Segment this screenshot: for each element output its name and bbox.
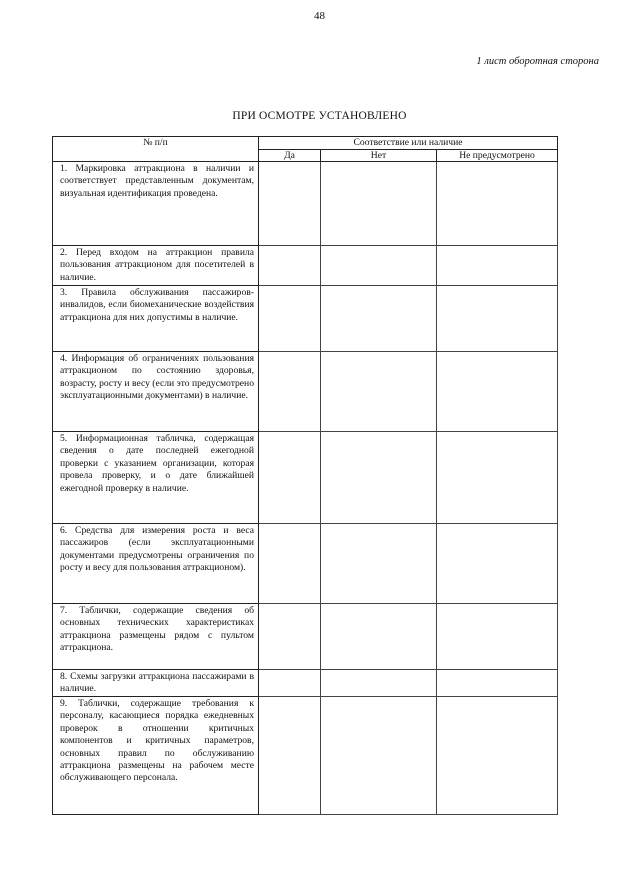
row-7-no-cell[interactable] — [321, 604, 437, 670]
row-6-not-provided-cell[interactable] — [437, 524, 558, 604]
row-5-text: 5. Информационная табличка, содержащая сведения о дате последней ежегодной проверки с указанием организации, которая провела проверку, и о дате ближайшей ежегодной проверку в наличие. — [53, 432, 259, 524]
row-7-yes-cell[interactable] — [259, 604, 321, 670]
table-row — [53, 432, 558, 524]
row-6-no-cell[interactable] — [321, 524, 437, 604]
row-2-yes-cell[interactable] — [259, 246, 321, 286]
row-9-no-cell[interactable] — [321, 697, 437, 815]
row-5-no-cell[interactable] — [321, 432, 437, 524]
sheet-label: 1 лист оборотная сторона — [476, 56, 599, 67]
row-7-text: 7. Таблички, содержащие сведения об основных технических характеристиках аттракциона размещены рядом с пультом аттракциона. — [53, 604, 259, 670]
table-row — [53, 670, 558, 697]
row-5-not-provided-cell[interactable] — [437, 432, 558, 524]
row-4-no-cell[interactable] — [321, 352, 437, 432]
table-row — [53, 524, 558, 604]
row-2-not-provided-cell[interactable] — [437, 246, 558, 286]
row-9-yes-cell[interactable] — [259, 697, 321, 815]
row-4-text: 4. Информация об ограничениях пользования аттракционом по состоянию здоровья, возрасту, росту и весу (если это предусмотрено эксплуатационными документами) в наличие. — [53, 352, 259, 432]
table-row — [53, 246, 558, 286]
table-row — [53, 162, 558, 246]
table-row — [53, 604, 558, 670]
table-row — [53, 352, 558, 432]
page-number: 48 — [314, 10, 325, 22]
row-4-not-provided-cell[interactable] — [437, 352, 558, 432]
header-item-number: № п/п — [53, 137, 259, 162]
row-1-no-cell[interactable] — [321, 162, 437, 246]
document-title: ПРИ ОСМОТРЕ УСТАНОВЛЕНО — [232, 110, 407, 122]
row-9-not-provided-cell[interactable] — [437, 697, 558, 815]
row-5-yes-cell[interactable] — [259, 432, 321, 524]
row-2-no-cell[interactable] — [321, 246, 437, 286]
row-8-no-cell[interactable] — [321, 670, 437, 697]
table-row — [53, 697, 558, 815]
inspection-table — [52, 136, 558, 815]
row-7-not-provided-cell[interactable] — [437, 604, 558, 670]
row-8-not-provided-cell[interactable] — [437, 670, 558, 697]
header-no: Нет — [321, 150, 437, 162]
header-yes: Да — [259, 150, 321, 162]
row-9-text: 9. Таблички, содержащие требования к персоналу, касающиеся порядка ежедневных проверок в отношении критичных компонентов и критичных параметров, основных правил по обслуживанию аттракциона размещены на рабочем месте обслуживающего персонала. — [53, 697, 259, 815]
row-8-yes-cell[interactable] — [259, 670, 321, 697]
header-compliance: Соответствие или наличие — [259, 137, 558, 150]
row-3-yes-cell[interactable] — [259, 286, 321, 352]
row-1-not-provided-cell[interactable] — [437, 162, 558, 246]
row-6-text: 6. Средства для измерения роста и веса пассажиров (если эксплуатационными документами предусмотрены ограничения по росту и весу для пользования аттракционом). — [53, 524, 259, 604]
row-1-yes-cell[interactable] — [259, 162, 321, 246]
row-3-text: 3. Правила обслуживания пассажиров-инвалидов, если биомеханические воздействия аттракциона для них допустимы в наличие. — [53, 286, 259, 352]
row-8-text: 8. Схемы загрузки аттракциона пассажирами в наличие. — [53, 670, 259, 697]
row-2-text: 2. Перед входом на аттракцион правила пользования аттракционом для посетителей в наличие. — [53, 246, 259, 286]
row-4-yes-cell[interactable] — [259, 352, 321, 432]
row-6-yes-cell[interactable] — [259, 524, 321, 604]
header-not-provided: Не предусмотрено — [437, 150, 558, 162]
table-row — [53, 286, 558, 352]
row-3-not-provided-cell[interactable] — [437, 286, 558, 352]
row-1-text: 1. Маркировка аттракциона в наличии и соответствует представленным документам, визуальная идентификация проведена. — [53, 162, 259, 246]
row-3-no-cell[interactable] — [321, 286, 437, 352]
